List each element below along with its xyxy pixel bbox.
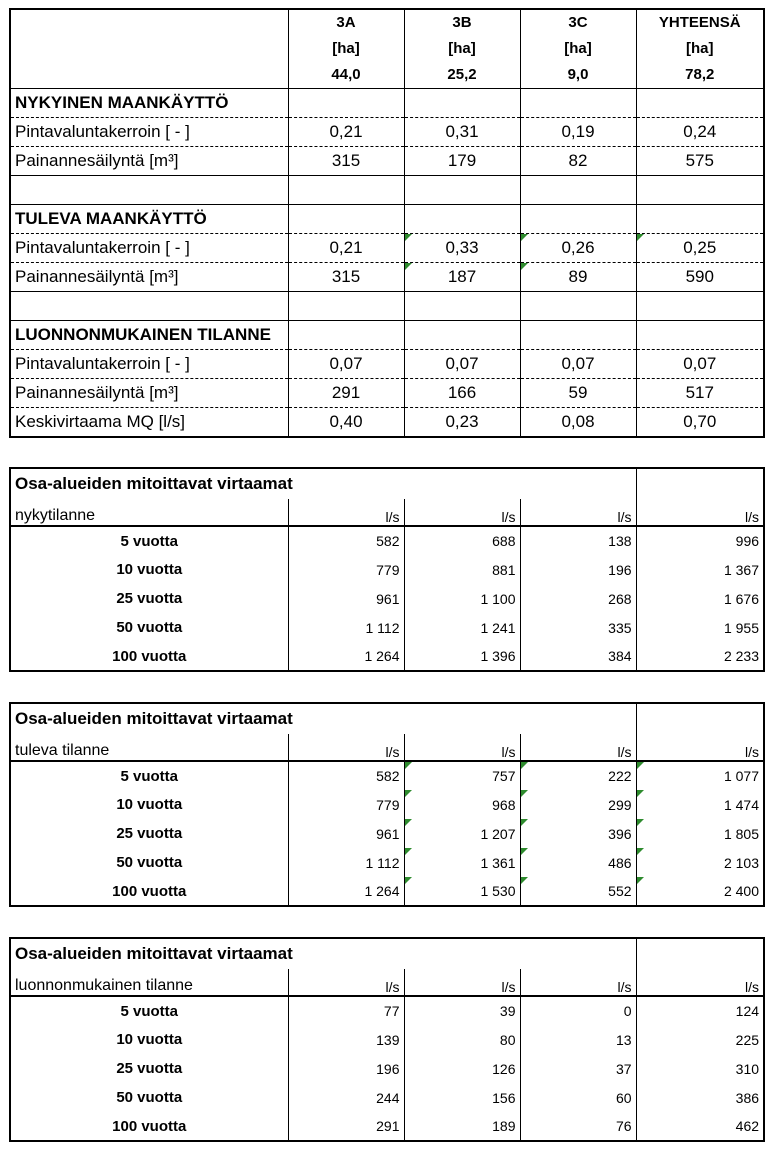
flow-table-subtitle: tuleva tilanne [10,734,288,761]
empty-cell [636,176,764,205]
flow-value: 1 530 [404,877,520,906]
empty-cell [288,292,404,321]
cell-value: 0,33 [404,234,520,263]
col-unit: [ha] [332,40,360,57]
flow-value: 0 [520,996,636,1025]
flow-value: 2 400 [636,877,764,906]
empty-cell [636,89,764,118]
col-unit: [ha] [448,40,476,57]
empty-cell [520,89,636,118]
flow-value: 968 [404,790,520,819]
flow-value: 291 [288,1112,404,1141]
flow-value: 138 [520,526,636,555]
return-period-label: 25 vuotta [10,1054,288,1083]
empty-cell [288,176,404,205]
flow-value: 310 [735,1060,760,1077]
row-label: Painannesäilyntä [m³] [10,147,288,176]
flow-table [9,937,765,1142]
empty-cell [520,176,636,205]
flow-value: 1 100 [404,584,520,613]
col-area: 9,0 [567,66,589,83]
return-period-label: 5 vuotta [10,526,288,555]
flow-value: 1 955 [723,619,760,636]
data-row [10,234,764,263]
flow-value: 1 474 [636,790,764,819]
empty-cell [404,89,520,118]
return-period-label: 5 vuotta [10,761,288,790]
empty-cell [404,176,520,205]
flow-row [10,996,764,1025]
flow-table-subtitle: luonnonmukainen tilanne [10,969,288,996]
flow-value: 961 [288,819,404,848]
flow-value: 462 [735,1118,760,1134]
row-label: Pintavaluntakerroin [ - ] [10,118,288,147]
flow-row [10,555,764,584]
cell-value: 0,19 [520,118,636,147]
flow-value: 2 233 [723,648,760,664]
flow-value: 225 [735,1031,760,1048]
cell-value: 0,25 [636,234,764,263]
empty-cell [636,468,764,499]
data-row [10,350,764,379]
flow-value: 335 [520,613,636,642]
flow-value: 77 [288,996,404,1025]
col-unit: [ha] [686,40,714,57]
flow-value: 757 [404,761,520,790]
unit-label: l/s [520,499,636,526]
row-label: Pintavaluntakerroin [ - ] [10,234,288,263]
col-area: 78,2 [685,66,715,83]
flow-value: 1 264 [288,877,404,906]
cell-value: 0,07 [288,350,404,379]
flow-subtitle-row [10,969,764,996]
flow-table [9,702,765,907]
data-row [10,408,764,437]
cell-value: 517 [636,379,764,408]
return-period-label: 10 vuotta [10,555,288,584]
col-name: 3A [336,14,356,31]
cell-value: 0,26 [520,234,636,263]
return-period-label: 25 vuotta [10,584,288,613]
empty-cell [636,205,764,234]
flow-value: 779 [288,790,404,819]
flow-row [10,761,764,790]
cell-value: 89 [520,263,636,292]
flow-value: 189 [404,1112,520,1141]
flow-value: 582 [288,761,404,790]
section-row [10,89,764,118]
flow-value: 156 [404,1083,520,1112]
flow-value: 1 676 [723,590,760,607]
unit-label: l/s [288,734,404,761]
flow-value: 222 [520,761,636,790]
header-empty-cell [10,9,288,89]
flow-value: 1 112 [288,613,404,642]
section-row [10,205,764,234]
flow-value: 384 [520,642,636,671]
return-period-label: 100 vuotta [10,1112,288,1141]
return-period-label: 10 vuotta [10,790,288,819]
col-unit: [ha] [564,40,592,57]
col-name: 3B [452,14,472,31]
flow-row [10,790,764,819]
flow-subtitle-row [10,499,764,526]
cell-value: 0,40 [288,408,404,437]
flow-row [10,613,764,642]
flow-value: 552 [520,877,636,906]
flow-value: 76 [520,1112,636,1141]
flow-value: 139 [288,1025,404,1054]
empty-cell [404,321,520,350]
cell-value: 0,07 [520,350,636,379]
col-area: 25,2 [447,66,477,83]
flow-row [10,1112,764,1141]
flow-value: 196 [288,1054,404,1083]
flow-row [10,848,764,877]
section-title: LUONNONMUKAINEN TILANNE [10,321,288,350]
col-header-total [636,9,764,89]
empty-cell [520,292,636,321]
spacer-row [10,292,764,321]
empty-cell [636,703,764,734]
col-header-3b [404,9,520,89]
flow-row [10,819,764,848]
cell-value: 0,21 [288,118,404,147]
flow-row [10,642,764,671]
flow-value: 80 [404,1025,520,1054]
flow-value: 582 [288,526,404,555]
unit-label: l/s [404,734,520,761]
flow-value: 1 396 [404,642,520,671]
return-period-label: 50 vuotta [10,1083,288,1112]
cell-value: 187 [404,263,520,292]
data-row [10,147,764,176]
cell-value: 0,21 [288,234,404,263]
unit-label: l/s [404,969,520,996]
section-title: TULEVA MAANKÄYTTÖ [10,205,288,234]
flow-value: 13 [520,1025,636,1054]
spacer-row [10,176,764,205]
cell-value: 0,23 [404,408,520,437]
cell-value: 0,31 [404,118,520,147]
cell-value: 0,08 [520,408,636,437]
row-label: Painannesäilyntä [m³] [10,263,288,292]
cell-value: 0,07 [636,350,764,379]
flow-value: 961 [288,584,404,613]
section-row [10,321,764,350]
return-period-label: 10 vuotta [10,1025,288,1054]
flow-title-row [10,938,764,969]
flow-value: 1 207 [404,819,520,848]
flow-row [10,1025,764,1054]
flow-table-title: Osa-alueiden mitoittavat virtaamat [15,474,293,493]
return-period-label: 25 vuotta [10,819,288,848]
row-label: Keskivirtaama MQ [l/s] [10,408,288,437]
flow-value: 396 [520,819,636,848]
header-row [10,9,764,89]
flow-value: 196 [520,555,636,584]
flow-title-row [10,703,764,734]
flow-table-title: Osa-alueiden mitoittavat virtaamat [15,944,293,963]
cell-value: 59 [520,379,636,408]
col-area: 44,0 [331,66,361,83]
flow-value: 244 [288,1083,404,1112]
empty-cell [288,89,404,118]
unit-label: l/s [520,734,636,761]
cell-value: 315 [288,147,404,176]
cell-value: 179 [404,147,520,176]
empty-cell [404,292,520,321]
flow-value: 124 [735,1003,760,1019]
cell-value: 315 [288,263,404,292]
flow-value: 299 [520,790,636,819]
flow-title-row [10,468,764,499]
flow-value: 37 [520,1054,636,1083]
flow-table [9,467,765,672]
flow-value: 386 [735,1089,760,1106]
flow-table-subtitle: nykytilanne [10,499,288,526]
empty-cell [636,321,764,350]
flow-value: 1 367 [723,561,760,578]
flow-value: 1 112 [288,848,404,877]
row-label: Painannesäilyntä [m³] [10,379,288,408]
empty-cell [10,176,288,205]
data-row [10,118,764,147]
flow-value: 126 [404,1054,520,1083]
col-name: 3C [568,14,588,31]
cell-value: 590 [636,263,764,292]
row-label: Pintavaluntakerroin [ - ] [10,350,288,379]
empty-cell [288,321,404,350]
flow-value: 1 264 [288,642,404,671]
cell-value: 0,07 [404,350,520,379]
empty-cell [10,292,288,321]
flow-table-title: Osa-alueiden mitoittavat virtaamat [15,709,293,728]
return-period-label: 100 vuotta [10,877,288,906]
empty-cell [520,205,636,234]
cell-value: 82 [520,147,636,176]
unit-label: l/s [636,969,764,996]
empty-cell [520,321,636,350]
empty-cell [404,205,520,234]
flow-value: 1 361 [404,848,520,877]
section-title: NYKYINEN MAANKÄYTTÖ [10,89,288,118]
flow-value: 1 077 [636,761,764,790]
return-period-label: 100 vuotta [10,642,288,671]
cell-value: 0,70 [636,408,764,437]
flow-value: 1 241 [404,613,520,642]
flow-row [10,1054,764,1083]
flow-value: 486 [520,848,636,877]
flow-subtitle-row [10,734,764,761]
flow-value: 60 [520,1083,636,1112]
empty-cell [288,205,404,234]
cell-value: 166 [404,379,520,408]
flow-row [10,526,764,555]
unit-label: l/s [288,969,404,996]
col-header-3a [288,9,404,89]
cell-value: 575 [636,147,764,176]
flow-value: 39 [404,996,520,1025]
return-period-label: 50 vuotta [10,848,288,877]
col-header-3c [520,9,636,89]
flow-row [10,584,764,613]
land-use-table [9,8,765,438]
flow-value: 688 [404,526,520,555]
data-row [10,263,764,292]
flow-value: 881 [404,555,520,584]
flow-value: 779 [288,555,404,584]
unit-label: l/s [520,969,636,996]
cell-value: 291 [288,379,404,408]
unit-label: l/s [404,499,520,526]
data-row [10,379,764,408]
unit-label: l/s [288,499,404,526]
return-period-label: 5 vuotta [10,996,288,1025]
empty-cell [636,938,764,969]
flow-row [10,1083,764,1112]
unit-label: l/s [636,499,764,526]
flow-row [10,877,764,906]
flow-value: 268 [520,584,636,613]
unit-label: l/s [636,734,764,761]
col-name: YHTEENSÄ [658,14,741,31]
cell-value: 0,24 [636,118,764,147]
flow-value: 1 805 [636,819,764,848]
return-period-label: 50 vuotta [10,613,288,642]
flow-value: 2 103 [636,848,764,877]
empty-cell [636,292,764,321]
flow-value: 996 [735,533,760,549]
